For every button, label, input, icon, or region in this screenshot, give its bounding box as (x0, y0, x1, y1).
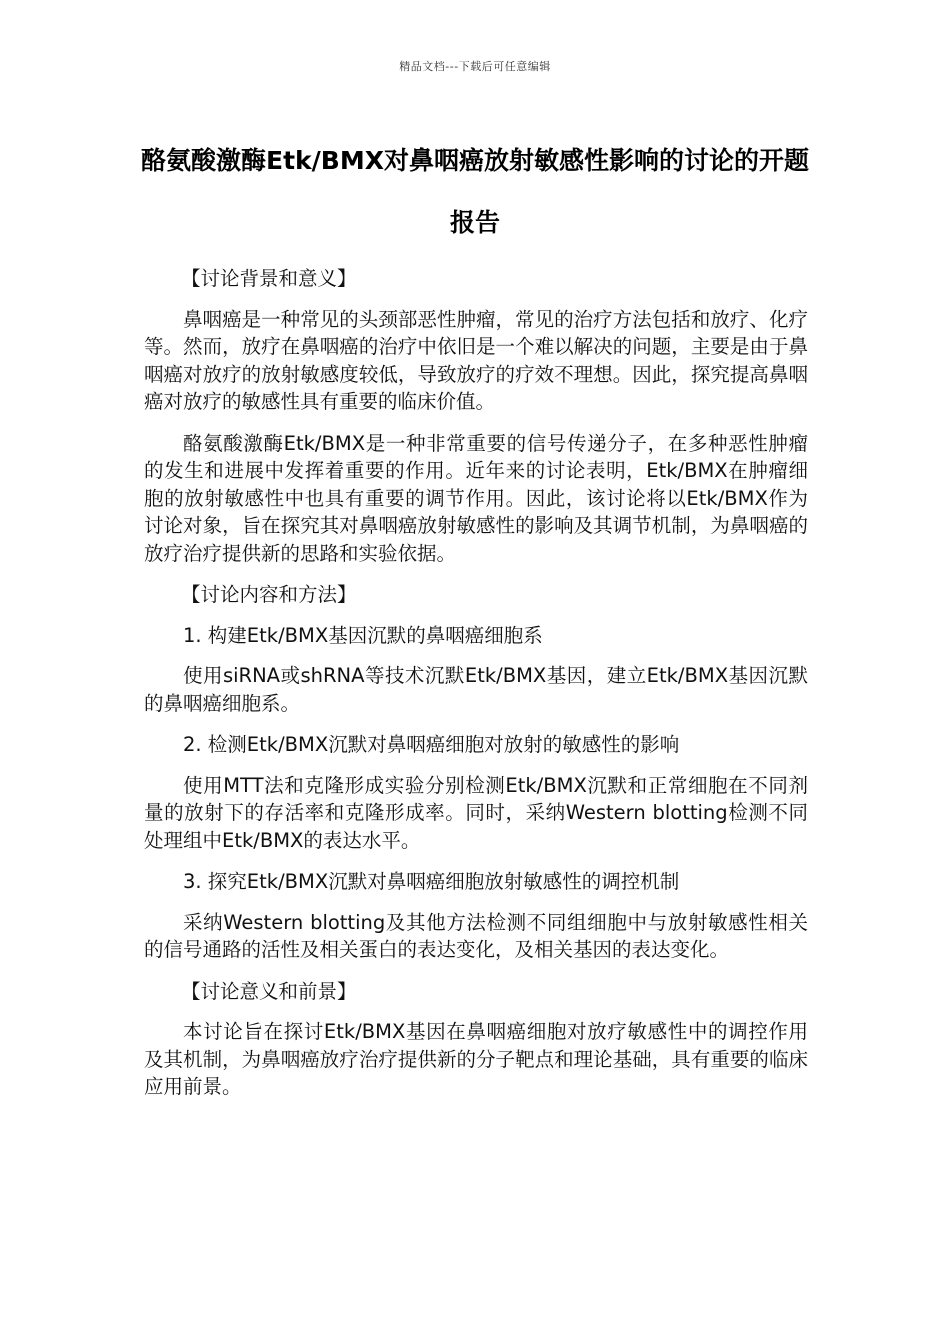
step-1-text: 使用siRNA或shRNA等技术沉默Etk/BMX基因，建立Etk/BMX基因沉默的鼻咽癌细胞系。 (144, 664, 808, 715)
step-2-text: 使用MTT法和克隆形成实验分别检测Etk/BMX沉默和正常细胞在不同剂量的放射下的存活率和克隆形成率。同时，采纳Western blotting检测不同处理组中Etk/BMX的表达水平。 (144, 773, 808, 852)
significance-text: 本讨论旨在探讨Etk/BMX基因在鼻咽癌细胞对放疗敏感性中的调控作用及其机制，为鼻咽癌放疗治疗提供新的分子靶点和理论基础，具有重要的临床应用前景。 (144, 1020, 808, 1098)
step-3-title: 3. 探究Etk/BMX沉默对鼻咽癌细胞放射敏感性的调控机制 (183, 870, 680, 893)
step-3-text: 采纳Western blotting及其他方法检测不同组细胞中与放射敏感性相关的信号通路的活性及相关蛋白的表达变化，及相关基因的表达变化。 (144, 910, 808, 961)
header-note: 精品文档---下载后可任意编辑 (399, 60, 551, 73)
step-2-title: 2. 检测Etk/BMX沉默对鼻咽癌细胞对放射的敏感性的影响 (183, 733, 680, 756)
document-body (144, 265, 808, 1115)
background-paragraph-2: 酪氨酸激酶Etk/BMX是一种非常重要的信号传递分子，在多种恶性肿瘤的发生和进展中发挥着重要的作用。近年来的讨论表明，Etk/BMX在肿瘤细胞的放射敏感性中也具有重要的调节作用。因此，该讨论将以Etk/BMX作为讨论对象，旨在探究其对鼻咽癌放射敏感性的影响及其调节机制，为鼻咽癌的放疗治疗提供新的思路和实验依据。 (144, 431, 808, 565)
background-heading: 【讨论背景和意义】 (181, 267, 357, 290)
document-title: 酪氨酸激酶Etk/BMX对鼻咽癌放射敏感性影响的讨论的开题报告 (141, 146, 809, 237)
methods-heading: 【讨论内容和方法】 (181, 583, 357, 606)
significance-heading: 【讨论意义和前景】 (181, 979, 357, 1003)
background-paragraph-1: 鼻咽癌是一种常见的头颈部恶性肿瘤，常见的治疗方法包括和放疗、化疗等。然而，放疗在鼻咽癌的治疗中依旧是一个难以解决的问题，主要是由于鼻咽癌对放疗的放射敏感度较低，导致放疗的疗效不理想。因此，探究提高鼻咽癌对放疗的敏感性具有重要的临床价值。 (144, 307, 808, 413)
step-1-title: 1. 构建Etk/BMX基因沉默的鼻咽癌细胞系 (183, 623, 543, 647)
